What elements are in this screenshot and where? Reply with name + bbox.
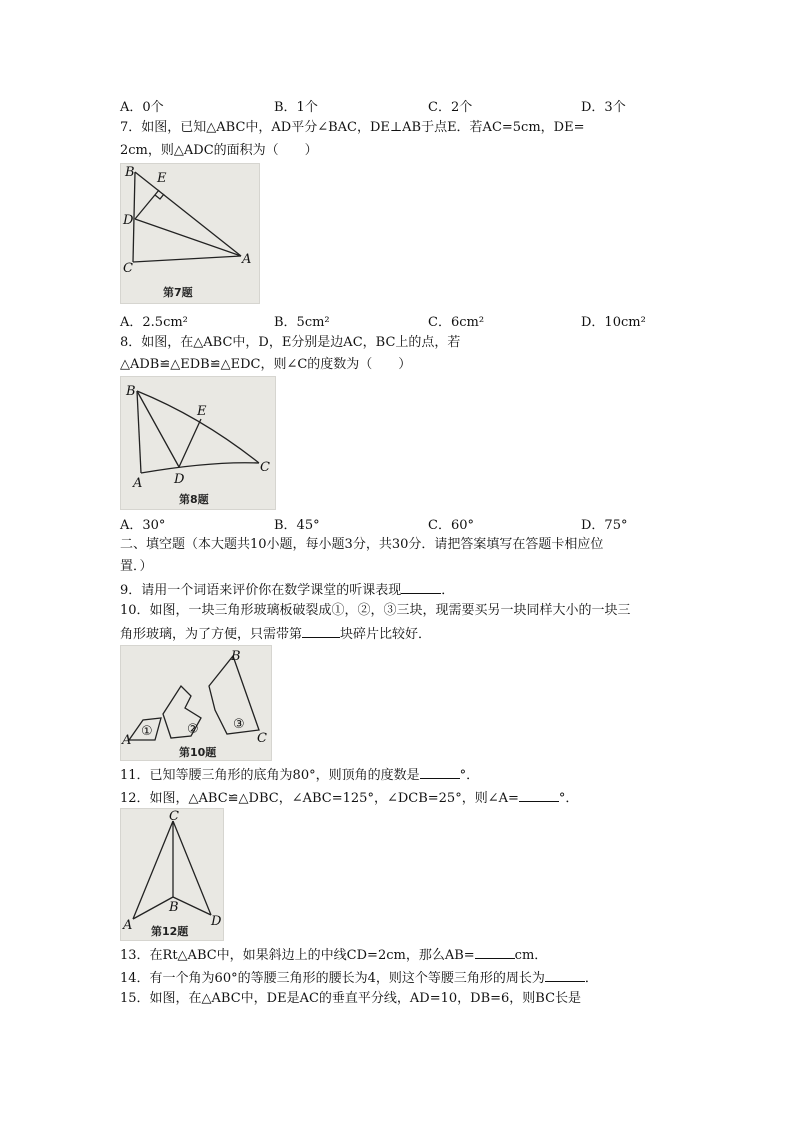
- q12-figure-caption: 第12题: [151, 925, 189, 938]
- section2-heading-line2: 置．）: [120, 559, 153, 574]
- q8-option-c: C．60°: [428, 518, 474, 533]
- q7-point-d: D: [123, 213, 134, 228]
- q13-text: 13．在Rt△ABC中，如果斜边上的中线CD=2cm，那么AB=: [120, 948, 475, 963]
- q7-option-c: C．6cm²: [428, 315, 485, 330]
- q9-text-end: ．: [441, 583, 455, 598]
- q6-option-b: B．1个: [274, 100, 318, 115]
- q15-stem: 15．如图，在△ABC中，DE是AC的垂直平分线，AD=10，DB=6，则BC长是: [120, 991, 582, 1006]
- q12-point-a: A: [123, 918, 133, 933]
- q11-text: 11．已知等腰三角形的底角为80°，则顶角的度数是: [120, 768, 420, 783]
- q8-figure: [120, 376, 276, 510]
- q8-option-b: B．45°: [274, 518, 320, 533]
- q8-stem-line2: △ADB≌△EDB≌△EDC，则∠C的度数为（ ）: [120, 357, 412, 372]
- q8-point-c: C: [260, 460, 270, 475]
- q8-point-b: B: [126, 384, 136, 399]
- q7-stem-line2: 2cm，则△ADC的面积为（ ）: [120, 143, 318, 158]
- q12-text-end: °．: [558, 791, 579, 806]
- q10-figure-caption: 第10题: [179, 746, 217, 759]
- q10-answer-blank[interactable]: [302, 624, 340, 638]
- q8-stem-line1: 8．如图，在△ABC中，D，E分别是边AC，BC上的点，若: [120, 335, 461, 350]
- q12-figure: [120, 808, 224, 941]
- q14-stem: [120, 968, 598, 988]
- q6-option-d: D．3个: [581, 100, 626, 115]
- q9-stem: [120, 580, 454, 600]
- q13-stem: [120, 945, 547, 965]
- q13-answer-blank[interactable]: [475, 945, 515, 959]
- q12-point-c: C: [169, 809, 179, 824]
- q7-option-b: B．5cm²: [274, 315, 330, 330]
- q9-text: 9．请用一个词语来评价你在数学课堂的听课表现: [120, 583, 402, 598]
- q6-options: [120, 96, 640, 114]
- q7-point-a: A: [242, 252, 252, 267]
- q6-option-a: A．0个: [120, 100, 164, 115]
- q11-text-end: °．: [459, 768, 480, 783]
- q12-text: 12．如图，△ABC≌△DBC，∠ABC=125°，∠DCB=25°，则∠A=: [120, 791, 519, 806]
- q10-point-b: B: [231, 649, 241, 664]
- q7-stem-line1: 7．如图，已知△ABC中，AD平分∠BAC，DE⊥AB于点E．若AC=5cm，DE=: [120, 120, 585, 135]
- q7-point-b: B: [125, 165, 135, 180]
- q12-point-b: B: [169, 900, 179, 915]
- q9-answer-blank[interactable]: [401, 580, 441, 594]
- q10-point-a: A: [122, 733, 132, 748]
- q10-piece-2-label: ②: [187, 722, 199, 737]
- q11-stem: [120, 765, 479, 785]
- q8-point-d: D: [174, 472, 185, 487]
- q10-figure: [120, 645, 272, 761]
- q6-option-c: C．2个: [428, 100, 473, 115]
- q8-option-a: A．30°: [120, 518, 166, 533]
- q14-text-end: ．: [584, 971, 598, 986]
- q10-stem-line2: [120, 624, 431, 644]
- q8-options: [120, 514, 640, 532]
- q10-point-c: C: [257, 731, 267, 746]
- q10-piece-3-label: ③: [233, 717, 245, 732]
- q12-answer-blank[interactable]: [519, 788, 559, 802]
- q14-text: 14．有一个角为60°的等腰三角形的腰长为4，则这个等腰三角形的周长为: [120, 971, 545, 986]
- q10-stem-line1: 10．如图，一块三角形玻璃板破裂成①，②，③三块，现需要买另一块同样大小的一块三: [120, 603, 631, 618]
- q7-figure: [120, 163, 260, 304]
- q14-answer-blank[interactable]: [545, 968, 585, 982]
- q12-point-d: D: [211, 914, 222, 929]
- q13-text-end: cm．: [514, 948, 548, 963]
- section2-heading-line1: 二、填空题（本大题共10小题，每小题3分，共30分．请把答案填写在答题卡相应位: [120, 537, 604, 552]
- q8-option-d: D．75°: [581, 518, 628, 533]
- q10-piece-1-label: ①: [141, 724, 153, 739]
- q12-stem: [120, 788, 578, 808]
- q7-figure-caption: 第7题: [163, 286, 193, 299]
- q7-point-e: E: [157, 171, 167, 186]
- q10-text: 角形玻璃，为了方便，只需带第: [120, 627, 303, 642]
- q10-text-end: 块碎片比较好．: [340, 627, 432, 642]
- q8-point-e: E: [197, 404, 207, 419]
- q7-options: [120, 311, 646, 330]
- q7-option-d: D．10cm²: [581, 315, 646, 330]
- q7-point-c: C: [123, 261, 133, 276]
- q11-answer-blank[interactable]: [420, 765, 460, 779]
- q8-figure-caption: 第8题: [179, 493, 209, 506]
- q8-point-a: A: [133, 476, 143, 491]
- q7-option-a: A．2.5cm²: [120, 315, 188, 330]
